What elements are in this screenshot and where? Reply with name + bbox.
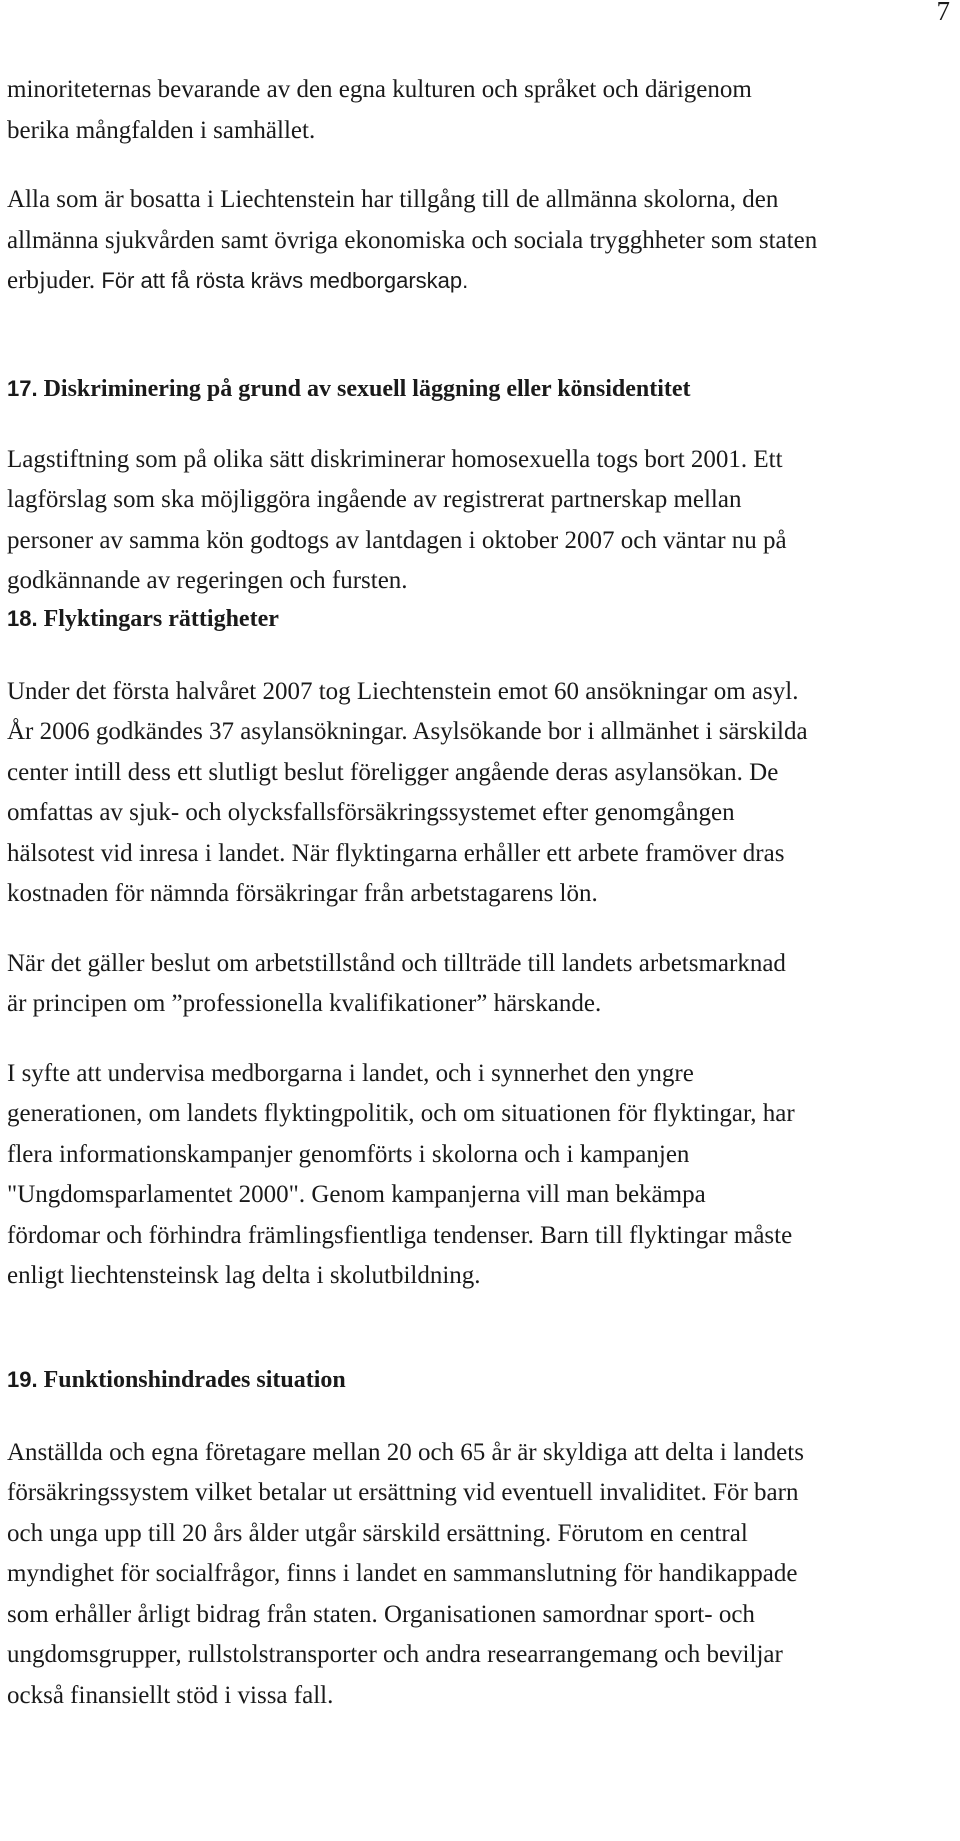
text-line: ungdomsgrupper, rullstolstransporter och andra researrangemang och beviljar xyxy=(7,1641,783,1668)
text-line: hälsotest vid inresa i landet. När flyktingarna erhåller ett arbete framöver dras xyxy=(7,839,785,867)
section-heading-18 xyxy=(7,602,952,636)
paragraph-sexual-orientation xyxy=(7,440,952,602)
section-number: 19. xyxy=(7,1366,38,1392)
text-line: allmänna sjukvården samt övriga ekonomiska och sociala trygghheter som staten xyxy=(7,226,818,254)
text-line: berika mångfalden i samhället. xyxy=(7,116,316,144)
paragraph-work-permit xyxy=(7,944,952,1025)
text-line: kostnaden för nämnda försäkringar från arbetstagarens lön. xyxy=(7,880,598,907)
text-line: minoriteternas bevarande av den egna kulturen och språket och därigenom xyxy=(7,76,752,103)
text-fragment-sans: För att få rösta krävs medborgarskap. xyxy=(101,268,469,293)
section-heading-19 xyxy=(7,1363,952,1397)
paragraph-education-campaigns xyxy=(7,1054,952,1297)
paragraph-disability xyxy=(7,1433,952,1717)
text-line: "Ungdomsparlamentet 2000". Genom kampanjerna vill man bekämpa xyxy=(7,1181,706,1208)
paragraph-minorities xyxy=(7,70,952,151)
page-number: 7 xyxy=(936,0,950,26)
text-line: som erhåller årligt bidrag från staten. Organisationen samordnar sport- och xyxy=(7,1600,755,1628)
text-line: försäkringssystem vilket betalar ut ersättning vid eventuell invaliditet. För barn xyxy=(7,1479,799,1506)
text-line: I syfte att undervisa medborgarna i landet, och i synnerhet den yngre xyxy=(7,1059,694,1087)
text-line: godkännande av regeringen och fursten. xyxy=(7,567,408,594)
text-line: enligt liechtensteinsk lag delta i skolutbildning. xyxy=(7,1262,481,1289)
section-number: 18. xyxy=(7,605,38,631)
text-line: är principen om ”professionella kvalifikationer” härskande. xyxy=(7,990,602,1017)
text-line: center intill dess ett slutligt beslut föreligger angående deras asylansökan. De xyxy=(7,758,779,786)
text-line: omfattas av sjuk- och olycksfallsförsäkringssystemet efter genomgången xyxy=(7,799,735,826)
text-line: fördomar och förhindra främlingsfientliga tendenser. Barn till flyktingar måste xyxy=(7,1221,793,1249)
text-line: Lagstiftning som på olika sätt diskriminerar homosexuella togs bort 2001. Ett xyxy=(7,445,783,473)
text-line: lagförslag som ska möjliggöra ingående av registrerat partnerskap mellan xyxy=(7,486,742,513)
text-line: och unga upp till 20 års ålder utgår särskild ersättning. Förutom en central xyxy=(7,1519,748,1547)
text-line: Under det första halvåret 2007 tog Liechtenstein emot 60 ansökningar om asyl. xyxy=(7,677,799,705)
paragraph-residents xyxy=(7,180,952,302)
text-fragment: erbjuder. xyxy=(7,267,102,294)
section-heading-17 xyxy=(7,372,952,406)
text-line: generationen, om landets flyktingpolitik, och om situationen för flyktingar, har xyxy=(7,1100,795,1127)
text-line: flera informationskampanjer genomförts i skolorna och i kampanjen xyxy=(7,1140,690,1168)
paragraph-asylum xyxy=(7,672,952,915)
section-title: Funktionshindrades situation xyxy=(37,1366,346,1393)
text-line xyxy=(7,261,952,302)
text-line: När det gäller beslut om arbetstillstånd och tillträde till landets arbetsmarknad xyxy=(7,949,786,977)
text-line: Alla som är bosatta i Liechtenstein har tillgång till de allmänna skolorna, den xyxy=(7,186,779,213)
section-number: 17. xyxy=(7,375,38,401)
text-line: också finansiellt stöd i vissa fall. xyxy=(7,1681,334,1709)
text-line: År 2006 godkändes 37 asylansökningar. Asylsökande bor i allmänhet i särskilda xyxy=(7,718,808,745)
section-title: Flyktingars rättigheter xyxy=(37,605,279,632)
text-line: personer av samma kön godtogs av lantdagen i oktober 2007 och väntar nu på xyxy=(7,526,787,554)
text-line: myndighet för socialfrågor, finns i landet en sammanslutning för handikappade xyxy=(7,1560,798,1587)
section-title: Diskriminering på grund av sexuell läggning eller könsidentitet xyxy=(37,375,691,402)
document-body xyxy=(7,70,952,1716)
text-line: Anställda och egna företagare mellan 20 och 65 år är skyldiga att delta i landets xyxy=(7,1438,804,1466)
